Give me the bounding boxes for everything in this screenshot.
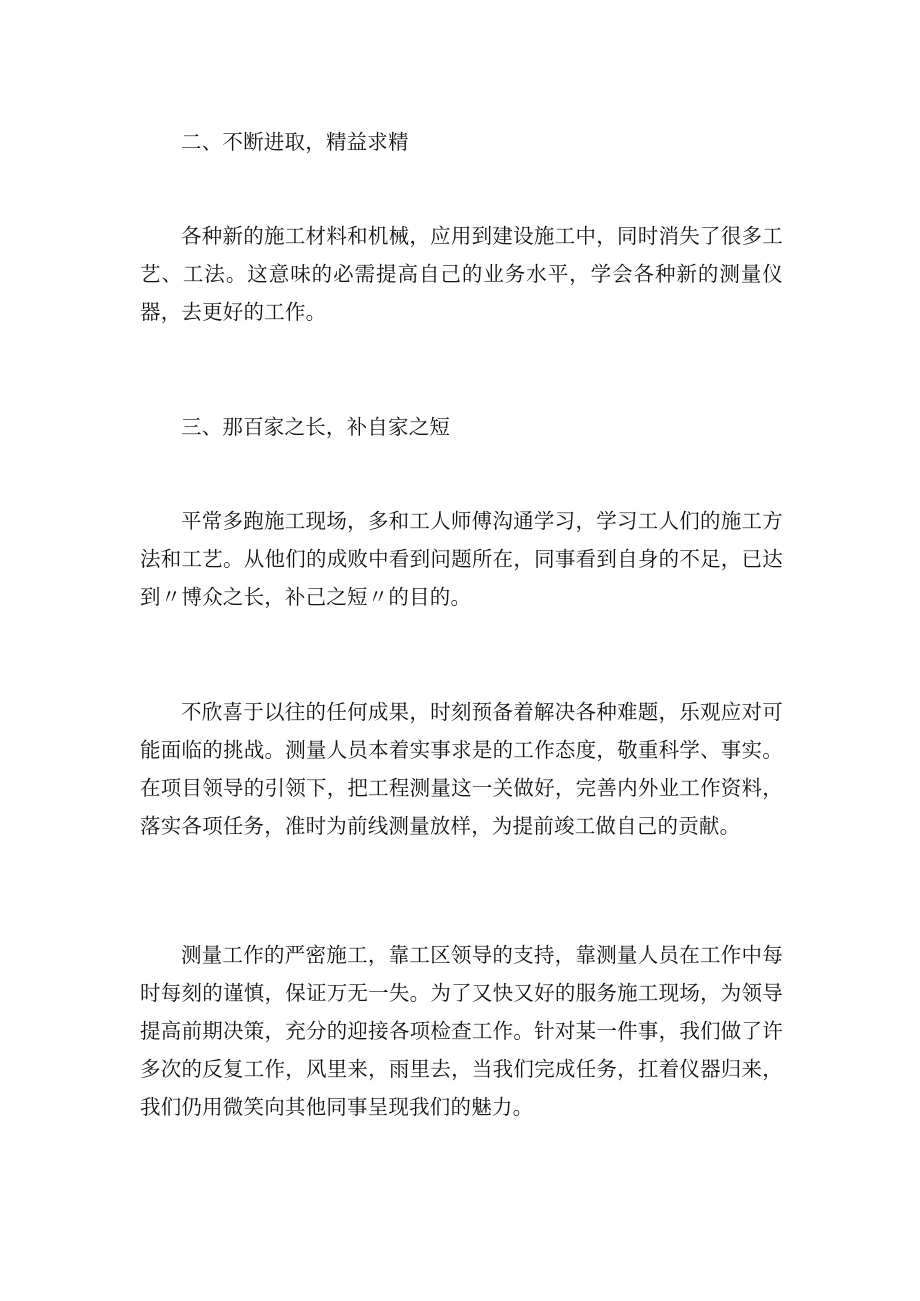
paragraph-2: 平常多跑施工现场，多和工人师傅沟通学习，学习工人们的施工方法和工艺。从他们的成败中看到问题所在，同事看到自身的不足，已达到〃博众之长，补己之短〃的目的。 [140,509,783,609]
paragraph-3: 不欣喜于以往的任何成果，时刻预备着解决各种难题，乐观应对可能面临的挑战。测量人员本着实事求是的工作态度，敬重科学、事实。在项目领导的引领下，把工程测量这一关做好，完善内外业工作资料，落实各项任务，准时为前线测量放样，为提前竣工做自己的贡献。 [140,700,783,838]
section-heading-2: 二、不断进取，精益求精 [181,130,409,154]
paragraph-4: 测量工作的严密施工，靠工区领导的支持，靠测量人员在工作中每时每刻的谨慎，保证万无一失。为了又快又好的服务施工现场，为领导提高前期决策，充分的迎接各项检查工作。针对某一件事，我们做了许多次的反复工作，风里来，雨里去，当我们完成任务，扛着仪器归来，我们仍用微笑向其他同事呈现我们的魅力。 [140,943,783,1119]
paragraph-1: 各种新的施工材料和机械，应用到建设施工中，同时消失了很多工艺、工法。这意味的必需提高自己的业务水平，学会各种新的测量仪器，去更好的工作。 [140,224,783,324]
section-heading-3: 三、那百家之长，补自家之短 [181,415,451,439]
